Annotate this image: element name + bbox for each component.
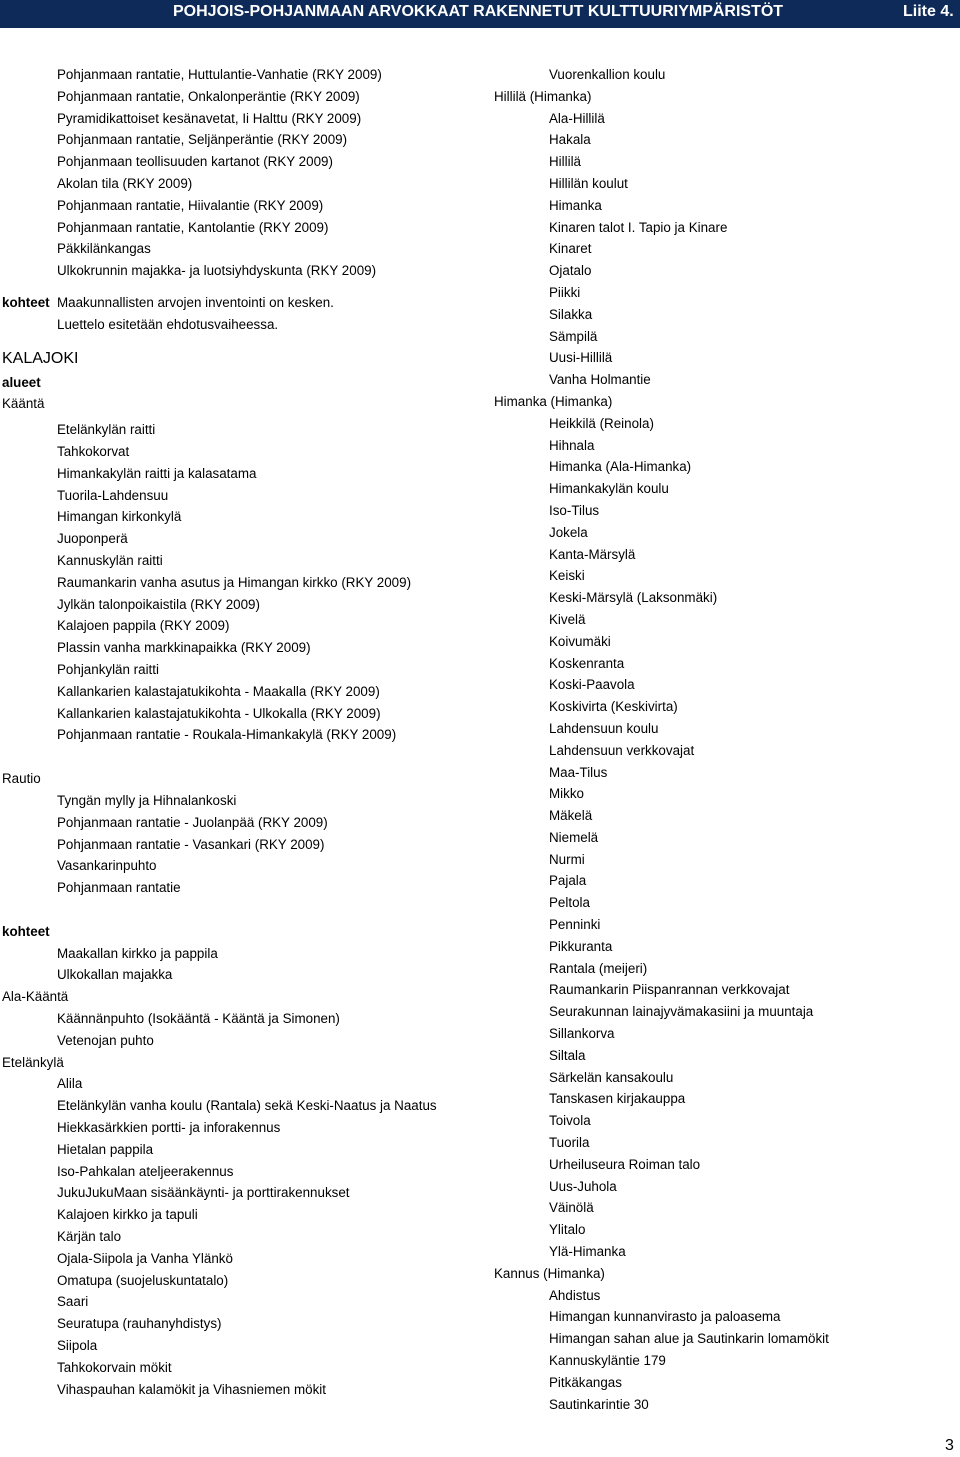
list-item: Raumankarin Piispanrannan verkkovajat bbox=[549, 982, 790, 998]
header-title: POHJOIS-POHJANMAAN ARVOKKAAT RAKENNETUT KULTTUURIYMPÄRISTÖT bbox=[173, 3, 784, 20]
list-item: Pohjanmaan rantatie, Seljänperäntie (RKY 2009) bbox=[57, 132, 348, 148]
list-item: Käännänpuhto (Isokääntä - Kääntä ja Simonen) bbox=[57, 1011, 340, 1027]
list-item: Plassin vanha markkinapaikka (RKY 2009) bbox=[57, 640, 311, 656]
list-item: Vasankarinpuhto bbox=[57, 858, 157, 874]
list-item: Kalajoen kirkko ja tapuli bbox=[57, 1207, 198, 1223]
list-item: Tyngän mylly ja Hihnalankoski bbox=[57, 792, 237, 808]
list-item: Maa-Tilus bbox=[549, 764, 608, 780]
list-item: Kanta-Märsylä bbox=[549, 546, 636, 562]
list-item: Niemelä bbox=[549, 829, 599, 845]
page-number: 3 bbox=[945, 1437, 954, 1454]
top-items-list bbox=[2, 64, 472, 282]
list-item: Pohjanmaan rantatie - Juolanpää (RKY 2009) bbox=[57, 814, 328, 830]
kannus-label: Kannus (Himanka) bbox=[494, 1265, 605, 1281]
list-item: Sillankorva bbox=[549, 1026, 615, 1042]
list-item: JukuJukuMaan sisäänkäynti- ja porttirakennukset bbox=[57, 1185, 350, 1201]
list-item: Tahkokorvat bbox=[57, 443, 130, 459]
list-item: Kannuskyläntie 179 bbox=[549, 1353, 666, 1369]
right-first-item: Vuorenkallion koulu bbox=[549, 67, 666, 82]
list-item: Maakallan kirkko ja pappila bbox=[57, 945, 218, 961]
list-item: Nurmi bbox=[549, 851, 585, 867]
list-item: Mäkelä bbox=[549, 808, 593, 824]
kohteet-label: kohteet bbox=[2, 294, 50, 310]
list-item: Ulkokrunnin majakka- ja luotsiyhdyskunta (RKY 2009) bbox=[57, 263, 377, 279]
rautio-items-list bbox=[2, 790, 472, 899]
alakaanta-items-list bbox=[2, 1008, 472, 1052]
right-column bbox=[494, 64, 954, 1415]
list-item: Ylitalo bbox=[549, 1222, 586, 1238]
list-item: Vetenojan puhto bbox=[57, 1032, 154, 1048]
list-item: Rantala (meijeri) bbox=[549, 960, 648, 976]
list-item: Iso-Tilus bbox=[549, 502, 600, 518]
list-item: Päkkilänkangas bbox=[57, 241, 151, 257]
list-item: Seuratupa (rauhanyhdistys) bbox=[57, 1316, 222, 1332]
list-item: Kallankarien kalastajatukikohta - Ulkokalla (RKY 2009) bbox=[57, 705, 381, 721]
list-item: Peltola bbox=[549, 895, 590, 911]
list-item: Ylä-Himanka bbox=[549, 1244, 626, 1260]
list-item: Omatupa (suojeluskuntatalo) bbox=[57, 1272, 229, 1288]
list-item: Siltala bbox=[549, 1047, 586, 1063]
kohteet2-items-list bbox=[2, 943, 472, 987]
list-item: Vanha Holmantie bbox=[549, 372, 651, 388]
list-item: Pohjanmaan rantatie, Onkalonperäntie (RKY 2009) bbox=[57, 88, 360, 104]
list-item: Kalajoen pappila (RKY 2009) bbox=[57, 618, 230, 634]
list-item: Raumankarin vanha asutus ja Himangan kirkko (RKY 2009) bbox=[57, 574, 412, 590]
list-item: Koskenranta bbox=[549, 655, 625, 671]
list-item: Ulkokallan majakka bbox=[57, 967, 173, 983]
list-item: Pyramidikattoiset kesänavetat, Ii Halttu (RKY 2009) bbox=[57, 110, 362, 126]
list-item: Uus-Juhola bbox=[549, 1178, 617, 1194]
list-item: Silakka bbox=[549, 306, 593, 322]
list-item: Ojala-Siipola ja Vanha Ylänkö bbox=[57, 1250, 233, 1266]
header-appendix-label: Liite 4. bbox=[903, 3, 954, 20]
list-item: Tuorila bbox=[549, 1135, 590, 1151]
list-item: Ahdistus bbox=[549, 1287, 601, 1303]
list-item: Hillilä bbox=[549, 154, 581, 170]
list-item: Pajala bbox=[549, 873, 587, 889]
list-item: Lahdensuun verkkovajat bbox=[549, 742, 695, 758]
alueet-label: alueet bbox=[2, 374, 41, 390]
list-item: Koskivirta (Keskivirta) bbox=[549, 699, 678, 715]
list-item: Juoponperä bbox=[57, 531, 128, 547]
list-item: Seurakunnan lainajyvämakasiini ja muuntaja bbox=[549, 1004, 814, 1020]
list-item: Himankakylän raitti ja kalasatama bbox=[57, 465, 257, 481]
list-item: Saari bbox=[57, 1294, 89, 1310]
list-item: Lahdensuun koulu bbox=[549, 720, 659, 736]
municipality-heading: KALAJOKI bbox=[2, 349, 79, 367]
list-item: Tuorila-Lahdensuu bbox=[57, 487, 169, 503]
list-item: Etelänkylän vanha koulu (Rantala) sekä Keski-Naatus ja Naatus bbox=[57, 1098, 437, 1114]
list-item: Tanskasen kirjakauppa bbox=[549, 1091, 686, 1107]
list-item: Iso-Pahkalan ateljeerakennus bbox=[57, 1163, 234, 1179]
list-item: Kallankarien kalastajatukikohta - Maakalla (RKY 2009) bbox=[57, 683, 380, 699]
list-item: Sämpilä bbox=[549, 328, 598, 344]
kaanta-items-list bbox=[2, 419, 472, 746]
list-item: Pohjanmaan rantatie bbox=[57, 880, 181, 896]
left-column bbox=[2, 64, 472, 1400]
list-item: Toivola bbox=[549, 1113, 591, 1129]
list-item: Siipola bbox=[57, 1338, 98, 1354]
list-item: Kinaret bbox=[549, 241, 592, 257]
list-item: Keski-Märsylä (Laksonmäki) bbox=[549, 590, 718, 606]
list-item: Kannuskylän raitti bbox=[57, 552, 163, 568]
list-item: Jokela bbox=[549, 524, 588, 540]
list-item: Pitkäkangas bbox=[549, 1374, 622, 1390]
kohteet-note bbox=[2, 292, 472, 314]
list-item: Pohjankylän raitti bbox=[57, 661, 159, 677]
himanka-items-list bbox=[494, 413, 954, 1263]
list-item: Alila bbox=[57, 1076, 83, 1092]
list-item: Vihaspauhan kalamökit ja Vihasniemen mökit bbox=[57, 1381, 326, 1397]
list-item: Koski-Paavola bbox=[549, 677, 635, 693]
list-item: Pohjanmaan rantatie - Vasankari (RKY 2009) bbox=[57, 836, 325, 852]
list-item: Himanka bbox=[549, 197, 602, 213]
list-item: Kärjän talo bbox=[57, 1229, 122, 1245]
list-item: Ala-Hillilä bbox=[549, 110, 605, 126]
list-item: Hakala bbox=[549, 132, 591, 148]
list-item: Koivumäki bbox=[549, 633, 611, 649]
list-item: Kinaren talot I. Tapio ja Kinare bbox=[549, 219, 728, 235]
etelankyla-label: Etelänkylä bbox=[2, 1054, 64, 1070]
etelankyla-items-list bbox=[2, 1073, 472, 1400]
page-header bbox=[0, 0, 960, 28]
list-item: Mikko bbox=[549, 786, 584, 802]
list-item: Hiekkasärkkien portti- ja inforakennus bbox=[57, 1120, 281, 1136]
list-item: Piikki bbox=[549, 284, 581, 300]
hillila-label: Hillilä (Himanka) bbox=[494, 88, 592, 104]
alakaanta-label: Ala-Kääntä bbox=[2, 989, 69, 1005]
himanka-label: Himanka (Himanka) bbox=[494, 393, 613, 409]
list-item: Heikkilä (Reinola) bbox=[549, 415, 654, 431]
list-item: Himangan sahan alue ja Sautinkarin lomamökit bbox=[549, 1331, 829, 1347]
list-item: Pohjanmaan rantatie, Hiivalantie (RKY 2009) bbox=[57, 197, 324, 213]
list-item: Hillilän koulut bbox=[549, 175, 628, 191]
list-item: Pohjanmaan rantatie - Roukala-Himankakylä (RKY 2009) bbox=[57, 727, 397, 743]
list-item: Penninki bbox=[549, 917, 601, 933]
list-item: Väinölä bbox=[549, 1200, 594, 1216]
list-item: Särkelän kansakoulu bbox=[549, 1069, 674, 1085]
rautio-label: Rautio bbox=[2, 771, 41, 787]
list-item: Pohjanmaan rantatie, Huttulantie-Vanhatie (RKY 2009) bbox=[57, 67, 382, 82]
list-item: Himangan kirkonkylä bbox=[57, 509, 182, 525]
kohteet-note-text-1: Maakunnallisten arvojen inventointi on kesken. bbox=[57, 294, 334, 310]
kaanta-label: Kääntä bbox=[2, 396, 45, 412]
list-item: Himankakylän koulu bbox=[549, 481, 669, 497]
list-item: Hihnala bbox=[549, 437, 595, 453]
list-item: Pohjanmaan teollisuuden kartanot (RKY 2009) bbox=[57, 154, 333, 170]
list-item: Tahkokorvain mökit bbox=[57, 1359, 172, 1375]
list-item: Himanka (Ala-Himanka) bbox=[549, 459, 692, 475]
kohteet2-label: kohteet bbox=[2, 923, 50, 939]
list-item: Ojatalo bbox=[549, 263, 592, 279]
list-item: Kivelä bbox=[549, 611, 586, 627]
list-item: Uusi-Hillilä bbox=[549, 350, 613, 366]
list-item: Urheiluseura Roiman talo bbox=[549, 1156, 701, 1172]
list-item: Sautinkarintie 30 bbox=[549, 1396, 649, 1412]
list-item: Pikkuranta bbox=[549, 938, 613, 954]
list-item: Akolan tila (RKY 2009) bbox=[57, 175, 193, 191]
list-item: Jylkän talonpoikaistila (RKY 2009) bbox=[57, 596, 260, 612]
list-item: Himangan kunnanvirasto ja paloasema bbox=[549, 1309, 781, 1325]
list-item: Keiski bbox=[549, 568, 585, 584]
kannus-items-list bbox=[494, 1285, 954, 1416]
hillila-items-list bbox=[494, 108, 954, 391]
kohteet-note-text-2: Luettelo esitetään ehdotusvaiheessa. bbox=[57, 316, 279, 332]
list-item: Etelänkylän raitti bbox=[57, 422, 156, 438]
list-item: Hietalan pappila bbox=[57, 1141, 154, 1157]
list-item: Pohjanmaan rantatie, Kantolantie (RKY 2009) bbox=[57, 219, 329, 235]
